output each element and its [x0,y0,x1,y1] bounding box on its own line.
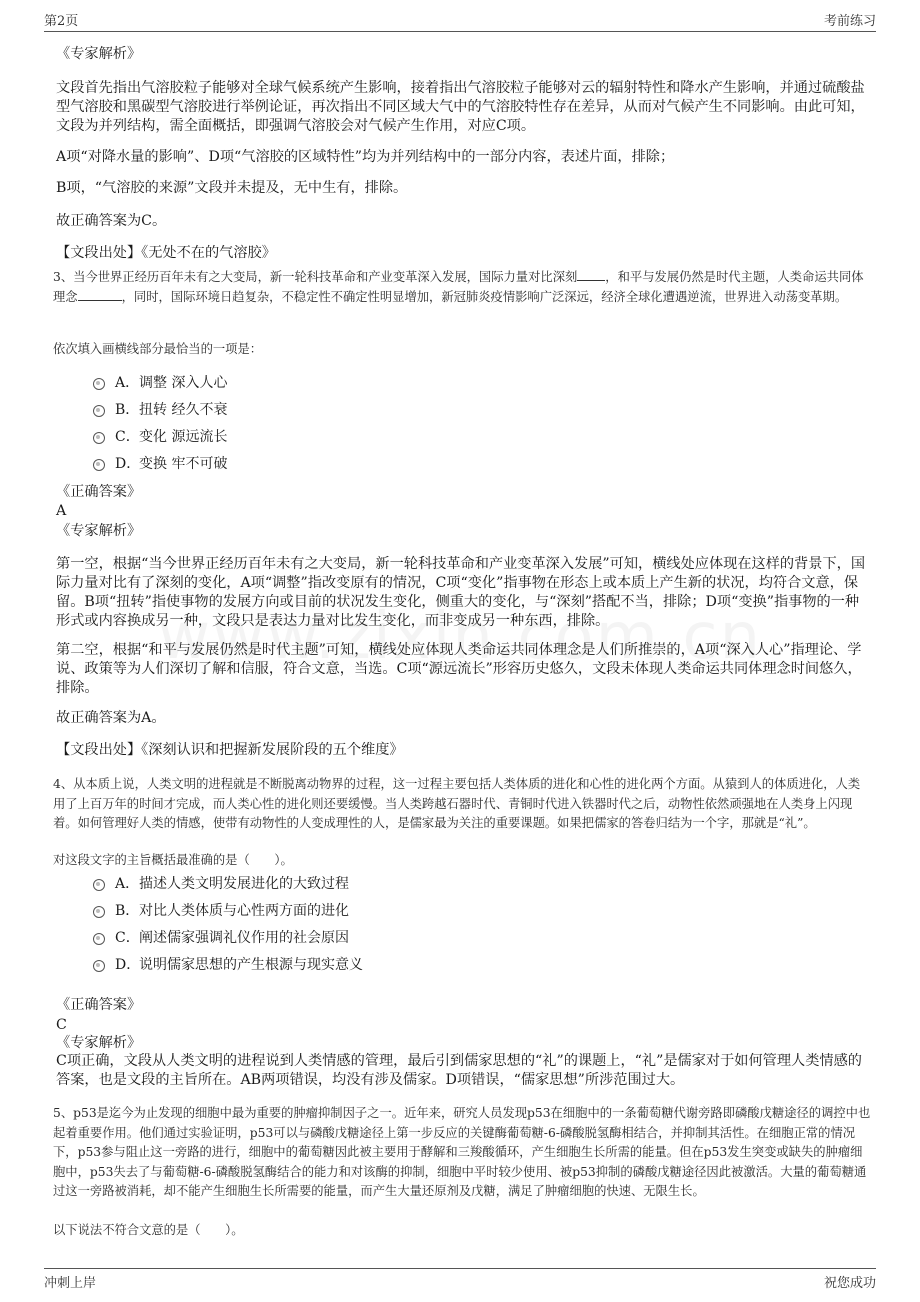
q2-analysis-label: 《专家解析》 [56,46,142,62]
radio-icon[interactable] [93,906,105,918]
q3-answer-label: 《正确答案》 [56,484,142,500]
option-text: 描述人类文明发展进化的大致过程 [139,876,349,892]
option-text: 扭转 经久不衰 [139,402,228,418]
option-letter: D． [115,456,141,472]
q3-option-d[interactable] [93,453,227,473]
q3-source: 【文段出处】《深刻认识和把握新发展阶段的五个维度》 [56,742,404,758]
q3-option-c[interactable] [93,426,227,446]
option-text: 调整 深入人心 [139,375,228,391]
q4-analysis-label: 《专家解析》 [56,1035,142,1051]
q3-analysis-label: 《专家解析》 [56,523,142,539]
q3-stem [53,268,871,307]
page-footer [44,1272,876,1291]
q4-prompt: 对这段文字的主旨概括最准确的是（ ）。 [53,853,293,867]
q3-blank-2 [78,288,122,301]
q3-prompt: 依次填入画横线部分最恰当的一项是： [53,342,263,356]
q5-stem: 5、p53是迄今为止发现的细胞中最为重要的肿瘤抑制因子之一。近年来，研究人员发现p53在细胞中的一条葡萄糖代谢旁路即磷酸戊糖途径的调控中也起着重要作用。他们通过实验证明，p53可以与磷酸戊糖途径上第一步反应的关键酶葡萄糖-6-磷酸脱氢酶相结合，并抑制其活性。在细胞正常的情况下，p53参与阻止这一旁路的进行，细胞中的葡萄糖因此被主要用于酵解和三羧酸循环，产生细胞生长所需的能量。但在p53发生突变或缺失的肿瘤细胞中，p53失去了与葡萄糖-6-磷酸脱氢酶结合的能力和对该酶的抑制，细胞中平时较少使用、被p53抑制的磷酸戊糖途径因此被激活。大量的葡萄糖通过这一旁路被消耗，却不能产生细胞生长所需要的能量，而产生大量还原剂及戊糖，满足了肿瘤细胞的快速、无限生长。 [53,1106,871,1198]
q4-answer: C [56,1017,67,1033]
option-text: 说明儒家思想的产生根源与现实意义 [139,957,363,973]
page-header [44,10,876,30]
option-letter: D． [115,957,141,973]
q4-analysis-p1: C项正确，文段从人类文明的进程说到人类情感的管理，最后引到儒家思想的“礼”的课题上，“礼”是儒家对于如何管理人类情感的答案，也是文段的主旨所在。AB两项错误，均没有涉及儒家。D项错误，“儒家思想”所涉范围过大。 [56,1053,862,1088]
option-letter: A． [115,375,140,391]
q3-stem-part-a: 3、当今世界正经历百年未有之大变局，新一轮科技革命和产业变革深入发展，国际力量对比深刻 [53,270,578,284]
q4-option-b[interactable] [93,900,349,920]
q4-stem: 4、从本质上说，人类文明的进程就是不断脱离动物界的过程，这一过程主要包括人类体质的进化和心性的进化两个方面。从猿到人的体质进化，人类用了上百万年的时间才完成，而人类心性的进化则还要缓慢。当人类跨越石器时代、青铜时代进入铁器时代之后，动物性依然顽强地在人类身上闪现着。如何管理好人类的情感，使带有动物性的人变成理性的人，是儒家最为关注的重要课题。如果把儒家的答卷归结为一个字，那就是“礼”。 [53,777,861,830]
q3-option-a[interactable] [93,372,227,392]
option-text: 变换 牢不可破 [139,456,228,472]
option-text: 变化 源远流长 [139,429,228,445]
q3-answer: A [56,503,67,519]
q2-conclusion: 故正确答案为C。 [56,213,167,229]
header-title: 考前练习 [823,14,876,29]
q2-analysis-p1: 文段首先指出气溶胶粒子能够对全球气候系统产生影响，接着指出气溶胶粒子能够对云的辐射特性和降水产生影响，并通过硫酸盐型气溶胶和黑碳型气溶胶进行举例论证，再次指出不同区域大气中的气溶胶特性存在差异，从而对气候产生不同影响。由此可知，文段为并列结构，需全面概括，即强调气溶胶会对气候产生作用，对应C项。 [56,80,865,134]
option-letter: B． [115,402,140,418]
q2-analysis-p2: A项“对降水量的影响”、D项“气溶胶的区域特性”均为并列结构中的一部分内容，表述片面，排除； [56,149,675,165]
radio-icon[interactable] [93,432,105,444]
q2-source: 【文段出处】《无处不在的气溶胶》 [56,245,276,261]
radio-icon[interactable] [93,459,105,471]
q4-answer-label: 《正确答案》 [56,997,142,1013]
footer-left-text: 冲刺上岸 [44,1276,97,1291]
q4-option-c[interactable] [93,927,349,947]
radio-icon[interactable] [93,378,105,390]
radio-icon[interactable] [93,933,105,945]
radio-icon[interactable] [93,960,105,972]
q4-option-a[interactable] [93,873,349,893]
page-number: 第2页 [44,14,79,29]
q3-option-b[interactable] [93,399,227,419]
footer-divider [44,1268,876,1269]
q3-stem-part-c: ，同时，国际环境日趋复杂，不稳定性不确定性明显增加，新冠肺炎疫情影响广泛深远，经济全球化遭遇逆流，世界进入动荡变革期。 [121,289,848,304]
q3-conclusion: 故正确答案为A。 [56,710,166,726]
header-divider [44,31,876,32]
footer-right-text: 祝您成功 [823,1276,876,1291]
radio-icon[interactable] [93,405,105,417]
q2-analysis-p3: B项，“气溶胶的来源”文段并未提及，无中生有，排除。 [56,180,408,196]
option-letter: B． [115,903,140,919]
q3-stem-part-b: ，和平与发展仍然是时代主题，人类命运共同体理念 [53,270,864,304]
q3-analysis-p1: 第一空，根据“当今世界正经历百年未有之大变局，新一轮科技革命和产业变革深入发展”可知，横线处应体现在这样的背景下，国际力量对比有了深刻的变化，A项“调整”指改变原有的情况，C项“变化”指事物在形态上或本质上产生新的状况，均符合文意，保留。B项“扭转”指使事物的发展方向或目前的状况发生变化，侧重大的变化，与“深刻”搭配不当，排除；D项“变换”指事物的一种形式或内容换成另一种，文段只是表达力量对比发生变化，而非变成另一种东西，排除。 [56,556,866,629]
option-text: 阐述儒家强调礼仪作用的社会原因 [139,930,349,946]
q3-analysis-p2: 第二空，根据“和平与发展仍然是时代主题”可知，横线处应体现人类命运共同体理念是人们所推崇的，A项“深入人心”指理论、学说、政策等为人们深切了解和信服，符合文意，当选。C项“源远流长”形容历史悠久，文段未体现人类命运共同体理念时间悠久，排除。 [56,642,862,696]
q3-blank-1 [577,268,605,281]
q4-option-d[interactable] [93,954,363,974]
option-letter: C． [115,429,140,445]
q5-prompt: 以下说法不符合文意的是（ ）。 [53,1223,244,1237]
radio-icon[interactable] [93,879,105,891]
option-letter: C． [115,930,140,946]
option-letter: A． [115,876,140,892]
option-text: 对比人类体质与心性两方面的进化 [139,903,349,919]
